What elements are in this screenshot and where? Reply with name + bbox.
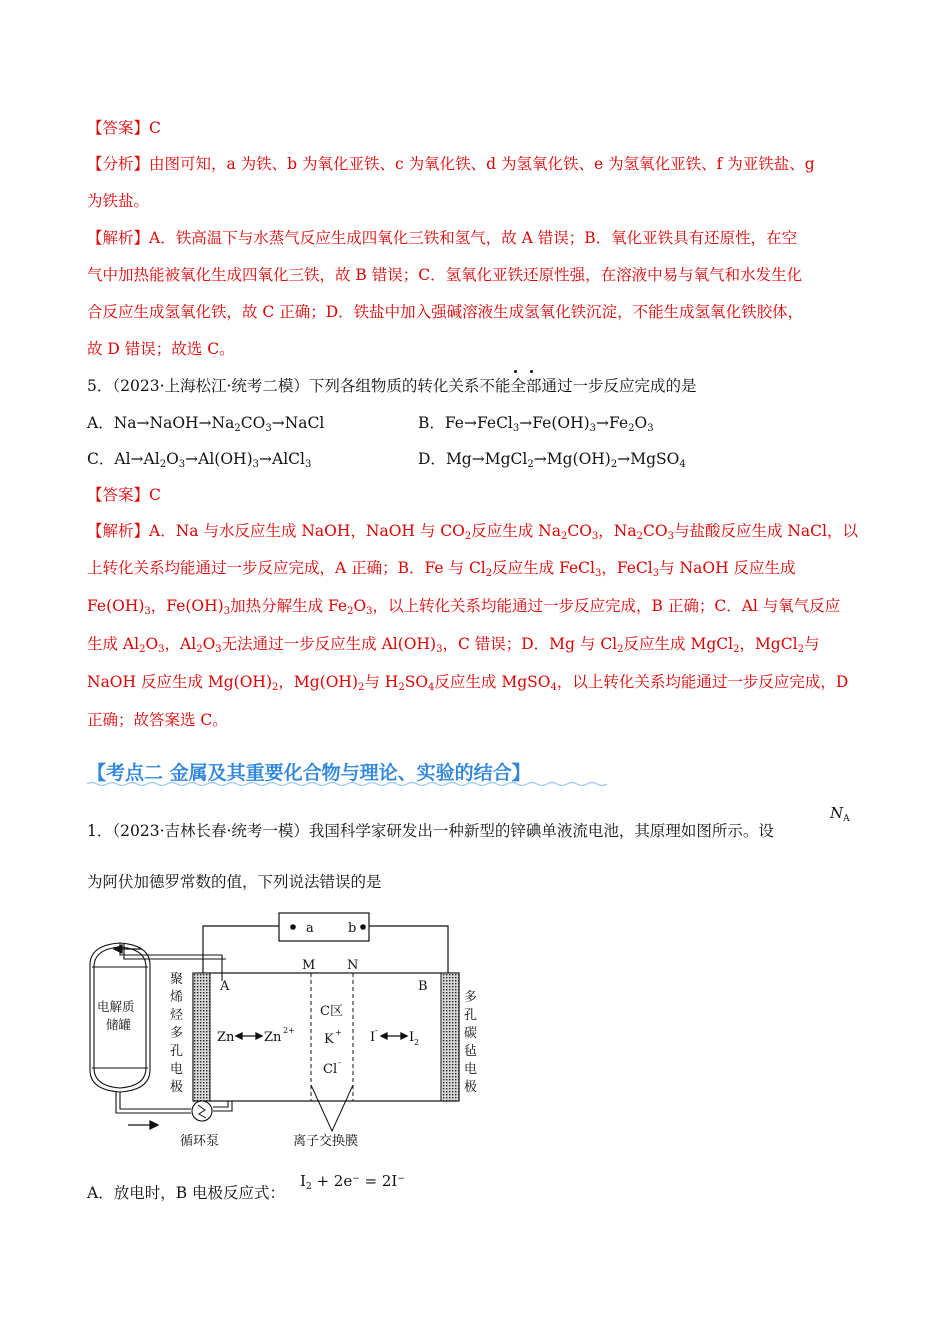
arrow-icon: → xyxy=(533,450,547,468)
avogadro-symbol xyxy=(830,804,850,822)
right-electrode-label xyxy=(464,990,477,1095)
formula: Mg(OH) xyxy=(546,450,611,468)
text: CO xyxy=(567,522,592,540)
explain1-line-3: 合反应生成氢氧化铁，故 C 正确；D．铁盐中加入强碱溶液生成氢氧化铁沉淀，不能生成氢氧化铁胶体， xyxy=(87,303,804,321)
external-circuit xyxy=(203,913,448,981)
q1-option-a[interactable] xyxy=(87,1182,285,1204)
text: O xyxy=(145,635,159,653)
question-1-stem-1 xyxy=(87,820,774,842)
formula: = 2I xyxy=(359,1172,398,1190)
subscript: 3 xyxy=(304,459,312,470)
terminal-a-dot xyxy=(290,924,296,930)
formula: Na xyxy=(211,414,235,432)
double-arrow-icon xyxy=(381,1033,407,1039)
explain1-text-1: A．铁高温下与水蒸气反应生成四氧化三铁和氢气，故 A 错误；B．氧化亚铁具有还原性，在空 xyxy=(149,229,798,247)
label-electrode-b: B xyxy=(418,979,428,994)
iodide-label: I xyxy=(370,1030,376,1045)
tank-label-2: 储罐 xyxy=(106,1017,132,1032)
cl-ion-label: Cl xyxy=(323,1062,338,1077)
answer-line xyxy=(87,117,161,139)
subscript: 3 xyxy=(144,606,151,617)
arrow-icon: → xyxy=(136,414,150,432)
iodide-charge: - xyxy=(375,1026,378,1035)
subscript: 3 xyxy=(591,531,599,542)
subscript: 3 xyxy=(512,423,520,434)
double-arrow-icon xyxy=(236,1033,262,1039)
explain2-line-6: 正确；故答案选 C。 xyxy=(87,711,228,729)
explain2-line-3 xyxy=(87,595,840,617)
svg-text:烃: 烃 xyxy=(170,1008,184,1023)
text: ，Na xyxy=(598,522,637,540)
formula: I xyxy=(300,1172,306,1190)
arrow-icon: → xyxy=(519,414,533,432)
label-n: N xyxy=(347,958,359,973)
text: 反应生成 MgSO xyxy=(434,673,551,691)
text: ，C 错误；D．Mg 与 Cl xyxy=(442,635,618,653)
formula: AlCl xyxy=(272,450,305,468)
membrane-label: 离子交换膜 xyxy=(293,1134,359,1149)
subscript: 3 xyxy=(589,423,597,434)
subscript: 2 xyxy=(797,644,804,655)
svg-text:孔: 孔 xyxy=(464,1008,478,1023)
svg-text:毡: 毡 xyxy=(464,1044,478,1059)
subscript: 3 xyxy=(252,459,260,470)
text: 加热分解生成 Fe xyxy=(230,597,348,615)
explain1-line-1 xyxy=(87,227,797,249)
heading-underline xyxy=(87,781,607,787)
subscript: 3 xyxy=(223,606,231,617)
answer-value: C xyxy=(149,119,161,137)
subscript: 2 xyxy=(159,459,167,470)
formula: Na xyxy=(113,414,137,432)
subscript: 2 xyxy=(347,606,354,617)
text: ，Mg(OH) xyxy=(278,673,358,691)
svg-text:聚: 聚 xyxy=(170,972,184,987)
option-c[interactable] xyxy=(87,448,311,470)
formula: O xyxy=(166,450,179,468)
text: ，Al xyxy=(164,635,197,653)
formula: CO xyxy=(240,414,266,432)
svg-text:烯: 烯 xyxy=(170,990,184,1005)
analysis-text-1: 由图可知，a 为铁、b 为氧化亚铁、c 为氧化铁、d 为氢氧化铁、e 为氢氧化亚铁、f 为亚铁盐、g xyxy=(149,155,815,173)
formula: MgCl xyxy=(484,450,528,468)
label-electrode-a: A xyxy=(220,979,230,994)
analysis-line-1 xyxy=(87,153,815,175)
left-electrode xyxy=(193,973,210,1101)
formula: Al(OH) xyxy=(198,450,253,468)
text: CO xyxy=(642,522,668,540)
iodine-label: I xyxy=(409,1030,415,1045)
arrow-icon: → xyxy=(259,450,273,468)
subscript: 3 xyxy=(594,568,602,579)
subscript: 2 xyxy=(358,682,365,693)
pump-icon xyxy=(192,1101,212,1121)
text: 与 H xyxy=(364,673,399,691)
analysis-tag: 【分析】 xyxy=(87,155,150,173)
subscript: 2 xyxy=(196,644,203,655)
arrow-icon: → xyxy=(271,414,285,432)
answer-value: C xyxy=(149,486,161,504)
formula: NaCl xyxy=(284,414,325,432)
formula: NaOH xyxy=(149,414,199,432)
stem-part-b: 全部通过一步反应完成的是 xyxy=(510,377,697,395)
text: ，FeCl xyxy=(601,559,653,577)
text: O xyxy=(353,597,367,615)
subscript: 4 xyxy=(679,459,686,470)
text: 无法通过一步反应生成 Al(OH) xyxy=(221,635,437,653)
arrow-icon: → xyxy=(471,450,485,468)
formula: O xyxy=(634,414,648,432)
subscript: 3 xyxy=(436,644,443,655)
explain1-line-2: 气中加热能被氧化生成四氧化三铁，故 B 错误；C．氢氧化亚铁还原性强，在溶液中易与氧气和水发生化 xyxy=(87,266,803,284)
membrane-pointer xyxy=(311,1085,353,1131)
text: ，MgCl xyxy=(739,635,798,653)
explain1-line-4: 故 D 错误；故选 C。 xyxy=(87,340,235,358)
subscript: 2 xyxy=(398,682,405,693)
option-label: D． xyxy=(418,450,446,468)
subscript: 2 xyxy=(610,459,618,470)
arrow-icon: → xyxy=(198,414,212,432)
label-m: M xyxy=(302,958,316,973)
question-number: 5． xyxy=(87,377,113,395)
k-charge: + xyxy=(335,1028,342,1037)
subscript: 2 xyxy=(272,682,279,693)
na-subscript: A xyxy=(843,814,850,824)
superscript: − xyxy=(352,1174,360,1184)
option-label: C． xyxy=(87,450,115,468)
question-number: 1． xyxy=(87,822,113,840)
emphasis-dot xyxy=(514,370,517,373)
c-zone-label: C区 xyxy=(320,1004,343,1019)
subscript: 3 xyxy=(647,423,654,434)
option-d[interactable] xyxy=(418,448,686,470)
subscript: 2 xyxy=(636,531,643,542)
label-b: b xyxy=(348,921,357,936)
zn-ion-label: Zn xyxy=(264,1030,282,1045)
text: 与 xyxy=(803,635,820,653)
zn-charge: 2+ xyxy=(283,1026,295,1035)
text: A．Na 与水反应生成 NaOH，NaOH 与 CO xyxy=(149,522,465,540)
formula: FeCl xyxy=(476,414,513,432)
subscript: 2 xyxy=(733,644,740,655)
svg-text:碳: 碳 xyxy=(464,1026,478,1041)
subscript: 2 xyxy=(139,644,146,655)
subscript: 2 xyxy=(628,423,635,434)
subscript: 3 xyxy=(215,644,222,655)
arrow-icon: → xyxy=(463,414,477,432)
svg-text:多: 多 xyxy=(464,990,478,1005)
cl-charge: - xyxy=(338,1058,341,1067)
svg-text:电: 电 xyxy=(464,1062,478,1077)
arrow-icon: → xyxy=(130,450,144,468)
explain2-line-5 xyxy=(87,671,848,693)
formula: Fe xyxy=(609,414,629,432)
formula: + 2e xyxy=(311,1172,353,1190)
formula: MgSO xyxy=(630,450,680,468)
text: 反应生成 Na xyxy=(471,522,561,540)
option-text: A．放电时，B 电极反应式： xyxy=(87,1184,286,1202)
arrow-icon: → xyxy=(185,450,199,468)
option-label: A． xyxy=(87,414,114,432)
subscript: 4 xyxy=(428,682,435,693)
subscript: 3 xyxy=(178,459,186,470)
text: 生成 Al xyxy=(87,635,140,653)
text: 反应生成 FeCl xyxy=(492,559,595,577)
subscript: 3 xyxy=(366,606,373,617)
iodine-sub: 2 xyxy=(414,1038,420,1047)
answer-line xyxy=(87,484,161,506)
text: ，以上转化关系均能通过一步反应完成，B 正确；C．Al 与氧气反应 xyxy=(372,597,841,615)
analysis-line-2: 为铁盐。 xyxy=(87,192,150,210)
na-symbol: N xyxy=(830,804,844,822)
battery-diagram xyxy=(80,905,500,1153)
right-electrode xyxy=(441,973,459,1101)
pump-label: 循环泵 xyxy=(180,1134,220,1149)
text: 与盐酸反应生成 NaCl，以 xyxy=(673,522,858,540)
svg-text:多: 多 xyxy=(170,1026,184,1041)
text: NaOH 反应生成 Mg(OH) xyxy=(87,673,272,691)
formula: Al xyxy=(143,450,160,468)
zn-label: Zn xyxy=(217,1030,235,1045)
emphasis-dot xyxy=(530,370,533,373)
arrow-icon: → xyxy=(617,450,631,468)
terminal-b-dot xyxy=(360,924,366,930)
k-ion-label: K xyxy=(324,1032,334,1047)
subscript: 2 xyxy=(234,423,241,434)
stem-text: （2023·吉林长春·统考一模）我国科学家研发出一种新型的锌碘单液流电池，其原理如图所示。设 xyxy=(112,822,774,840)
explain2-line-4 xyxy=(87,633,819,655)
formula: Fe(OH) xyxy=(532,414,590,432)
svg-text:极: 极 xyxy=(464,1080,478,1095)
option-label: B． xyxy=(418,414,445,432)
text: ，以上转化关系均能通过一步反应完成，D xyxy=(556,673,849,691)
option-a[interactable] xyxy=(87,412,324,434)
section-heading: 【考点二 金属及其重要化合物与理论、实验的结合】 xyxy=(87,762,531,784)
subscript: 3 xyxy=(652,568,660,579)
subscript: 2 xyxy=(485,568,493,579)
left-electrode-label xyxy=(170,972,184,1095)
formula: Mg xyxy=(445,450,472,468)
arrow-icon: → xyxy=(596,414,610,432)
subscript: 2 xyxy=(464,531,472,542)
answer-tag: 【答案】 xyxy=(87,486,150,504)
electrode-formula xyxy=(300,1172,405,1190)
formula: Fe xyxy=(444,414,464,432)
emphasis-text: 不能 xyxy=(479,377,511,395)
label-a: a xyxy=(306,921,314,936)
stem-part-a: （2023·上海松江·统考二模）下列各组物质的转化关系 xyxy=(112,377,480,395)
formula: Al xyxy=(114,450,131,468)
text: ，Fe(OH) xyxy=(150,597,224,615)
subscript: 3 xyxy=(158,644,165,655)
answer-tag: 【答案】 xyxy=(87,119,150,137)
svg-text:电: 电 xyxy=(170,1062,184,1077)
superscript: − xyxy=(397,1174,405,1184)
text: 与 NaOH 反应生成 xyxy=(659,559,796,577)
explain2-line-1 xyxy=(87,520,858,542)
text: Fe(OH) xyxy=(87,597,145,615)
svg-text:极: 极 xyxy=(170,1080,184,1095)
text: SO xyxy=(404,673,429,691)
subscript: 4 xyxy=(550,682,557,693)
tank-label-1: 电解质 xyxy=(97,999,135,1014)
svg-text:孔: 孔 xyxy=(170,1044,184,1059)
explain-tag: 【解析】 xyxy=(87,522,150,540)
subscript: 2 xyxy=(617,644,624,655)
subscript: 2 xyxy=(527,459,534,470)
text: 上转化关系均能通过一步反应完成，A 正确；B．Fe 与 Cl xyxy=(87,559,486,577)
text: 反应生成 MgCl xyxy=(623,635,734,653)
subscript: 2 xyxy=(560,531,568,542)
subscript: 3 xyxy=(265,423,272,434)
question-5-stem xyxy=(87,375,696,397)
subscript: 3 xyxy=(667,531,674,542)
flow-arrow-icon xyxy=(128,1121,158,1129)
text: O xyxy=(202,635,216,653)
question-1-stem-2: 为阿伏加德罗常数的值，下列说法错误的是 xyxy=(87,873,382,891)
explain-tag: 【解析】 xyxy=(87,229,150,247)
option-b[interactable] xyxy=(418,412,654,434)
subscript: 2 xyxy=(305,1182,312,1192)
explain2-line-2 xyxy=(87,557,796,579)
